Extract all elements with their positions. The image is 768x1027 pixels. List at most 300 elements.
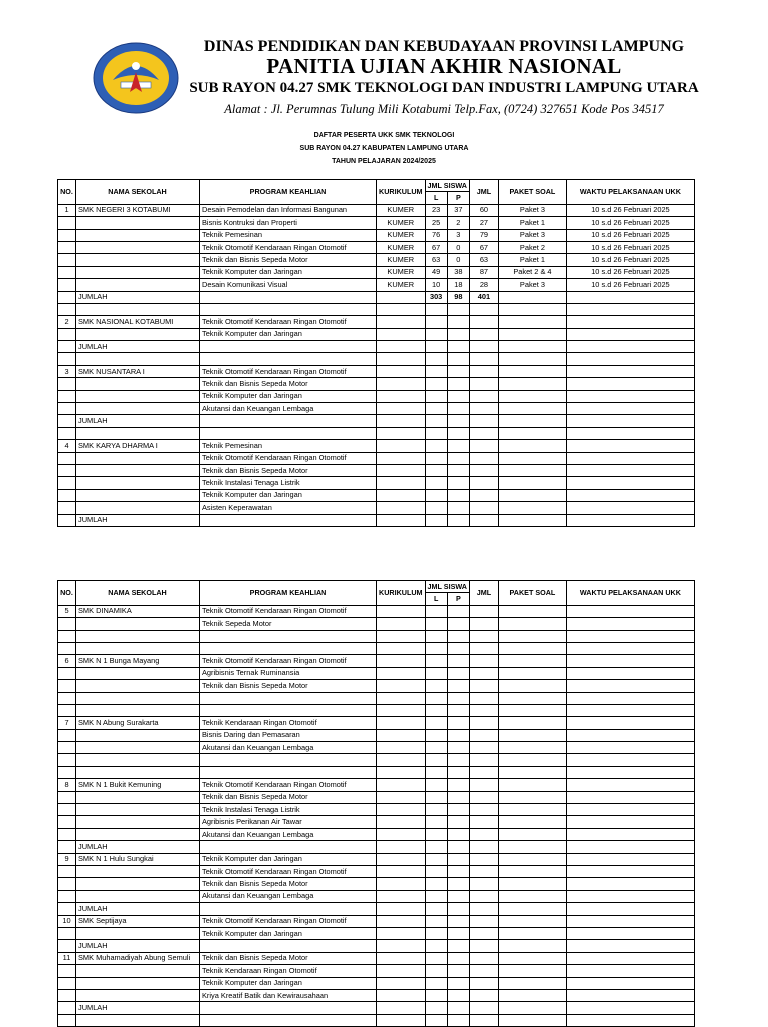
cell-p [447, 630, 469, 642]
cell-no [58, 742, 76, 754]
cell-time [566, 754, 694, 766]
cell-no [58, 502, 76, 514]
cell-no [58, 328, 76, 340]
cell-program: Teknik Komputer dan Jaringan [200, 927, 377, 939]
table-row [58, 655, 695, 667]
cell-l [425, 841, 447, 853]
cell-time [566, 440, 694, 452]
cell-curriculum [377, 618, 426, 630]
cell-no: 9 [58, 853, 76, 865]
cell-program [200, 341, 377, 353]
cell-p [447, 464, 469, 476]
cell-school: JUMLAH [76, 291, 200, 303]
cell-no [58, 804, 76, 816]
cell-curriculum [377, 291, 426, 303]
cell-package [498, 618, 566, 630]
header-time: WAKTU PELAKSANAAN UKK [566, 180, 694, 205]
cell-time [566, 667, 694, 679]
table-row [58, 667, 695, 679]
cell-no [58, 667, 76, 679]
agency-name: DINAS PENDIDIKAN DAN KEBUDAYAAN PROVINSI LAMPUNG [203, 38, 685, 55]
table-row [58, 927, 695, 939]
cell-school [76, 303, 200, 315]
cell-school [76, 279, 200, 291]
cell-l [425, 729, 447, 741]
cell-time [566, 717, 694, 729]
cell-program [200, 303, 377, 315]
cell-p: 0 [447, 241, 469, 253]
cell-total: 401 [469, 291, 498, 303]
cell-package [498, 952, 566, 964]
cell-total [469, 804, 498, 816]
table-row [58, 841, 695, 853]
cell-time [566, 927, 694, 939]
header-school: NAMA SEKOLAH [76, 581, 200, 606]
header-students: JML SISWA [425, 180, 469, 192]
cell-school [76, 865, 200, 877]
cell-no [58, 477, 76, 489]
cell-school [76, 477, 200, 489]
cell-school: SMK Muhamadiyah Abung Semuli [76, 952, 200, 964]
cell-school [76, 266, 200, 278]
cell-p [447, 692, 469, 704]
title-line-2: SUB RAYON 04.27 KABUPATEN LAMPUNG UTARA [299, 145, 469, 152]
cell-no [58, 754, 76, 766]
cell-curriculum [377, 754, 426, 766]
cell-p [447, 655, 469, 667]
table-row [58, 328, 695, 340]
cell-no [58, 940, 76, 952]
cell-total [469, 940, 498, 952]
cell-total [469, 464, 498, 476]
header-l: L [425, 192, 447, 204]
table-row [58, 878, 695, 890]
cell-school [76, 754, 200, 766]
cell-package [498, 440, 566, 452]
cell-l [425, 328, 447, 340]
cell-school [76, 618, 200, 630]
cell-time [566, 766, 694, 778]
table-row [58, 1014, 695, 1026]
cell-time [566, 828, 694, 840]
table-row [58, 952, 695, 964]
cell-no [58, 903, 76, 915]
cell-curriculum [377, 365, 426, 377]
cell-time: 10 s.d 26 Februari 2025 [566, 217, 694, 229]
cell-time [566, 489, 694, 501]
cell-time: 10 s.d 26 Februari 2025 [566, 229, 694, 241]
cell-program: Akutansi dan Keuangan Lembaga [200, 890, 377, 902]
header-curriculum: KURIKULUM [377, 180, 426, 205]
cell-package [498, 1014, 566, 1026]
table-row [58, 427, 695, 439]
cell-package [498, 291, 566, 303]
cell-total [469, 403, 498, 415]
cell-l [425, 341, 447, 353]
cell-no: 1 [58, 204, 76, 216]
cell-package: Paket 3 [498, 204, 566, 216]
cell-no [58, 816, 76, 828]
cell-l [425, 605, 447, 617]
cell-total [469, 791, 498, 803]
cell-school [76, 452, 200, 464]
cell-package [498, 378, 566, 390]
cell-package [498, 667, 566, 679]
cell-curriculum [377, 680, 426, 692]
cell-program: Teknik Otomotif Kendaraan Ringan Otomotif [200, 865, 377, 877]
cell-total [469, 642, 498, 654]
cell-p [447, 965, 469, 977]
cell-package: Paket 2 & 4 [498, 266, 566, 278]
cell-package [498, 816, 566, 828]
cell-p [447, 403, 469, 415]
cell-package [498, 940, 566, 952]
cell-p [447, 890, 469, 902]
cell-p [447, 804, 469, 816]
cell-package [498, 903, 566, 915]
table-row [58, 241, 695, 253]
cell-program [200, 353, 377, 365]
cell-l [425, 464, 447, 476]
cell-program: Teknik dan Bisnis Sepeda Motor [200, 952, 377, 964]
cell-l [425, 865, 447, 877]
cell-package [498, 779, 566, 791]
cell-l [425, 440, 447, 452]
cell-package [498, 977, 566, 989]
cell-program: Teknik Komputer dan Jaringan [200, 266, 377, 278]
cell-no [58, 217, 76, 229]
cell-total [469, 427, 498, 439]
cell-school [76, 229, 200, 241]
table-row [58, 903, 695, 915]
cell-l [425, 766, 447, 778]
title-line-1: DAFTAR PESERTA UKK SMK TEKNOLOGI [313, 132, 455, 139]
document-titles [0, 129, 768, 168]
cell-p: 37 [447, 204, 469, 216]
cell-p [447, 742, 469, 754]
table-row [58, 390, 695, 402]
cell-curriculum [377, 667, 426, 679]
cell-no [58, 489, 76, 501]
cell-p [447, 779, 469, 791]
cell-p [447, 502, 469, 514]
cell-curriculum [377, 403, 426, 415]
cell-program [200, 692, 377, 704]
cell-no [58, 865, 76, 877]
cell-package [498, 828, 566, 840]
cell-time [566, 816, 694, 828]
cell-l [425, 989, 447, 1001]
cell-time [566, 291, 694, 303]
cell-time [566, 452, 694, 464]
cell-total: 28 [469, 279, 498, 291]
cell-curriculum [377, 704, 426, 716]
cell-program: Akutansi dan Keuangan Lembaga [200, 828, 377, 840]
cell-package [498, 341, 566, 353]
header-total: JML [469, 581, 498, 606]
cell-p [447, 618, 469, 630]
cell-program: Teknik dan Bisnis Sepeda Motor [200, 680, 377, 692]
table-row [58, 989, 695, 1001]
cell-program [200, 903, 377, 915]
cell-no [58, 403, 76, 415]
cell-p [447, 680, 469, 692]
cell-p [447, 477, 469, 489]
table-row [58, 254, 695, 266]
cell-no: 7 [58, 717, 76, 729]
cell-l [425, 977, 447, 989]
cell-no [58, 464, 76, 476]
cell-program: Teknik Pemesinan [200, 229, 377, 241]
cell-program: Teknik Pemesinan [200, 440, 377, 452]
cell-l [425, 754, 447, 766]
cell-time [566, 514, 694, 526]
cell-p [447, 940, 469, 952]
cell-package [498, 316, 566, 328]
cell-p [447, 927, 469, 939]
table-row [58, 452, 695, 464]
cell-no [58, 266, 76, 278]
cell-l [425, 403, 447, 415]
cell-school: SMK DINAMIKA [76, 605, 200, 617]
cell-l [425, 452, 447, 464]
cell-program: Teknik Otomotif Kendaraan Ringan Otomotif [200, 241, 377, 253]
cell-l [425, 927, 447, 939]
cell-time [566, 853, 694, 865]
cell-curriculum: KUMER [377, 217, 426, 229]
header-package: PAKET SOAL [498, 581, 566, 606]
cell-time [566, 390, 694, 402]
cell-school: JUMLAH [76, 514, 200, 526]
cell-time [566, 965, 694, 977]
cell-no [58, 514, 76, 526]
cell-no [58, 378, 76, 390]
cell-package [498, 502, 566, 514]
sub-rayon-name: SUB RAYON 04.27 SMK TEKNOLOGI DAN INDUSTRI LAMPUNG UTARA [189, 80, 699, 96]
cell-total [469, 927, 498, 939]
cell-program: Bisnis Daring dan Pemasaran [200, 729, 377, 741]
cell-school: JUMLAH [76, 841, 200, 853]
cell-total [469, 915, 498, 927]
cell-no [58, 341, 76, 353]
cell-package [498, 729, 566, 741]
cell-no [58, 766, 76, 778]
cell-p [447, 353, 469, 365]
cell-curriculum [377, 390, 426, 402]
cell-time [566, 353, 694, 365]
cell-package [498, 1002, 566, 1014]
cell-package [498, 704, 566, 716]
cell-no [58, 291, 76, 303]
cell-curriculum [377, 655, 426, 667]
table-row [58, 729, 695, 741]
cell-p [447, 977, 469, 989]
cell-program: Teknik dan Bisnis Sepeda Motor [200, 254, 377, 266]
cell-curriculum [377, 452, 426, 464]
cell-total [469, 630, 498, 642]
cell-package [498, 841, 566, 853]
cell-p [447, 729, 469, 741]
cell-package [498, 692, 566, 704]
cell-school [76, 766, 200, 778]
cell-program: Asisten Keperawatan [200, 502, 377, 514]
cell-total [469, 704, 498, 716]
cell-total [469, 816, 498, 828]
cell-l: 63 [425, 254, 447, 266]
participant-table-1 [57, 179, 695, 527]
cell-p [447, 452, 469, 464]
cell-school: SMK NASIONAL KOTABUMI [76, 316, 200, 328]
header-program: PROGRAM KEAHLIAN [200, 581, 377, 606]
cell-school: SMK Septijaya [76, 915, 200, 927]
cell-p: 2 [447, 217, 469, 229]
cell-total [469, 841, 498, 853]
cell-no: 10 [58, 915, 76, 927]
cell-time [566, 940, 694, 952]
cell-curriculum [377, 692, 426, 704]
cell-school: SMK NUSANTARA I [76, 365, 200, 377]
cell-total [469, 365, 498, 377]
cell-package [498, 717, 566, 729]
cell-time [566, 464, 694, 476]
cell-total [469, 779, 498, 791]
cell-no [58, 927, 76, 939]
cell-p [447, 390, 469, 402]
cell-curriculum [377, 977, 426, 989]
cell-l [425, 655, 447, 667]
cell-l [425, 965, 447, 977]
cell-l [425, 630, 447, 642]
cell-time [566, 791, 694, 803]
cell-total [469, 742, 498, 754]
cell-program [200, 415, 377, 427]
cell-p [447, 605, 469, 617]
cell-school [76, 804, 200, 816]
cell-school [76, 791, 200, 803]
cell-time [566, 704, 694, 716]
cell-school: SMK N Abung Surakarta [76, 717, 200, 729]
cell-total [469, 680, 498, 692]
cell-l [425, 427, 447, 439]
table-row [58, 378, 695, 390]
cell-p [447, 766, 469, 778]
table-row [58, 865, 695, 877]
cell-package [498, 477, 566, 489]
cell-p [447, 303, 469, 315]
table-row [58, 204, 695, 216]
cell-p [447, 378, 469, 390]
cell-l [425, 303, 447, 315]
cell-total [469, 452, 498, 464]
cell-time [566, 977, 694, 989]
table-row [58, 1002, 695, 1014]
cell-time: 10 s.d 26 Februari 2025 [566, 204, 694, 216]
table-row [58, 353, 695, 365]
cell-curriculum [377, 316, 426, 328]
cell-total [469, 667, 498, 679]
header-no: NO. [58, 180, 76, 205]
cell-time [566, 915, 694, 927]
table-row [58, 415, 695, 427]
cell-program [200, 754, 377, 766]
cell-program: Desain Pemodelan dan Informasi Bangunan [200, 204, 377, 216]
table-row [58, 915, 695, 927]
cell-p [447, 791, 469, 803]
table-row [58, 605, 695, 617]
header-total: JML [469, 180, 498, 205]
cell-p [447, 989, 469, 1001]
cell-p [447, 1014, 469, 1026]
table-row [58, 489, 695, 501]
cell-l [425, 1002, 447, 1014]
cell-l [425, 378, 447, 390]
cell-curriculum [377, 940, 426, 952]
cell-curriculum [377, 989, 426, 1001]
cell-curriculum [377, 440, 426, 452]
cell-no [58, 303, 76, 315]
cell-curriculum [377, 915, 426, 927]
cell-total: 67 [469, 241, 498, 253]
cell-package [498, 680, 566, 692]
cell-program: Teknik Otomotif Kendaraan Ringan Otomotif [200, 605, 377, 617]
table-row [58, 477, 695, 489]
cell-time [566, 692, 694, 704]
cell-package [498, 865, 566, 877]
cell-package [498, 965, 566, 977]
cell-curriculum [377, 630, 426, 642]
header-l: L [425, 593, 447, 605]
cell-total: 87 [469, 266, 498, 278]
cell-total [469, 965, 498, 977]
cell-program [200, 1002, 377, 1014]
cell-package [498, 328, 566, 340]
cell-program [200, 514, 377, 526]
cell-l [425, 915, 447, 927]
cell-total [469, 878, 498, 890]
cell-package: Paket 3 [498, 279, 566, 291]
cell-l [425, 489, 447, 501]
cell-curriculum [377, 303, 426, 315]
cell-l [425, 316, 447, 328]
cell-no [58, 353, 76, 365]
cell-time [566, 804, 694, 816]
cell-p [447, 903, 469, 915]
table-row [58, 440, 695, 452]
cell-l [425, 415, 447, 427]
cell-curriculum [377, 378, 426, 390]
cell-school [76, 729, 200, 741]
cell-p [447, 704, 469, 716]
cell-program: Teknik Otomotif Kendaraan Ringan Otomotif [200, 779, 377, 791]
cell-time [566, 630, 694, 642]
cell-no [58, 890, 76, 902]
cell-curriculum [377, 804, 426, 816]
cell-package [498, 390, 566, 402]
table-row [58, 316, 695, 328]
cell-total [469, 316, 498, 328]
cell-time [566, 779, 694, 791]
cell-time [566, 477, 694, 489]
address: Alamat : Jl. Perumnas Tulung Mili Kotabumi Telp.Fax, (0724) 327651 Kode Pos 34517 [224, 102, 664, 116]
cell-program: Teknik Otomotif Kendaraan Ringan Otomotif [200, 452, 377, 464]
cell-time [566, 618, 694, 630]
cell-package [498, 303, 566, 315]
cell-program: Teknik Otomotif Kendaraan Ringan Otomotif [200, 365, 377, 377]
cell-total [469, 477, 498, 489]
cell-school [76, 390, 200, 402]
header-p: P [447, 192, 469, 204]
cell-no [58, 241, 76, 253]
